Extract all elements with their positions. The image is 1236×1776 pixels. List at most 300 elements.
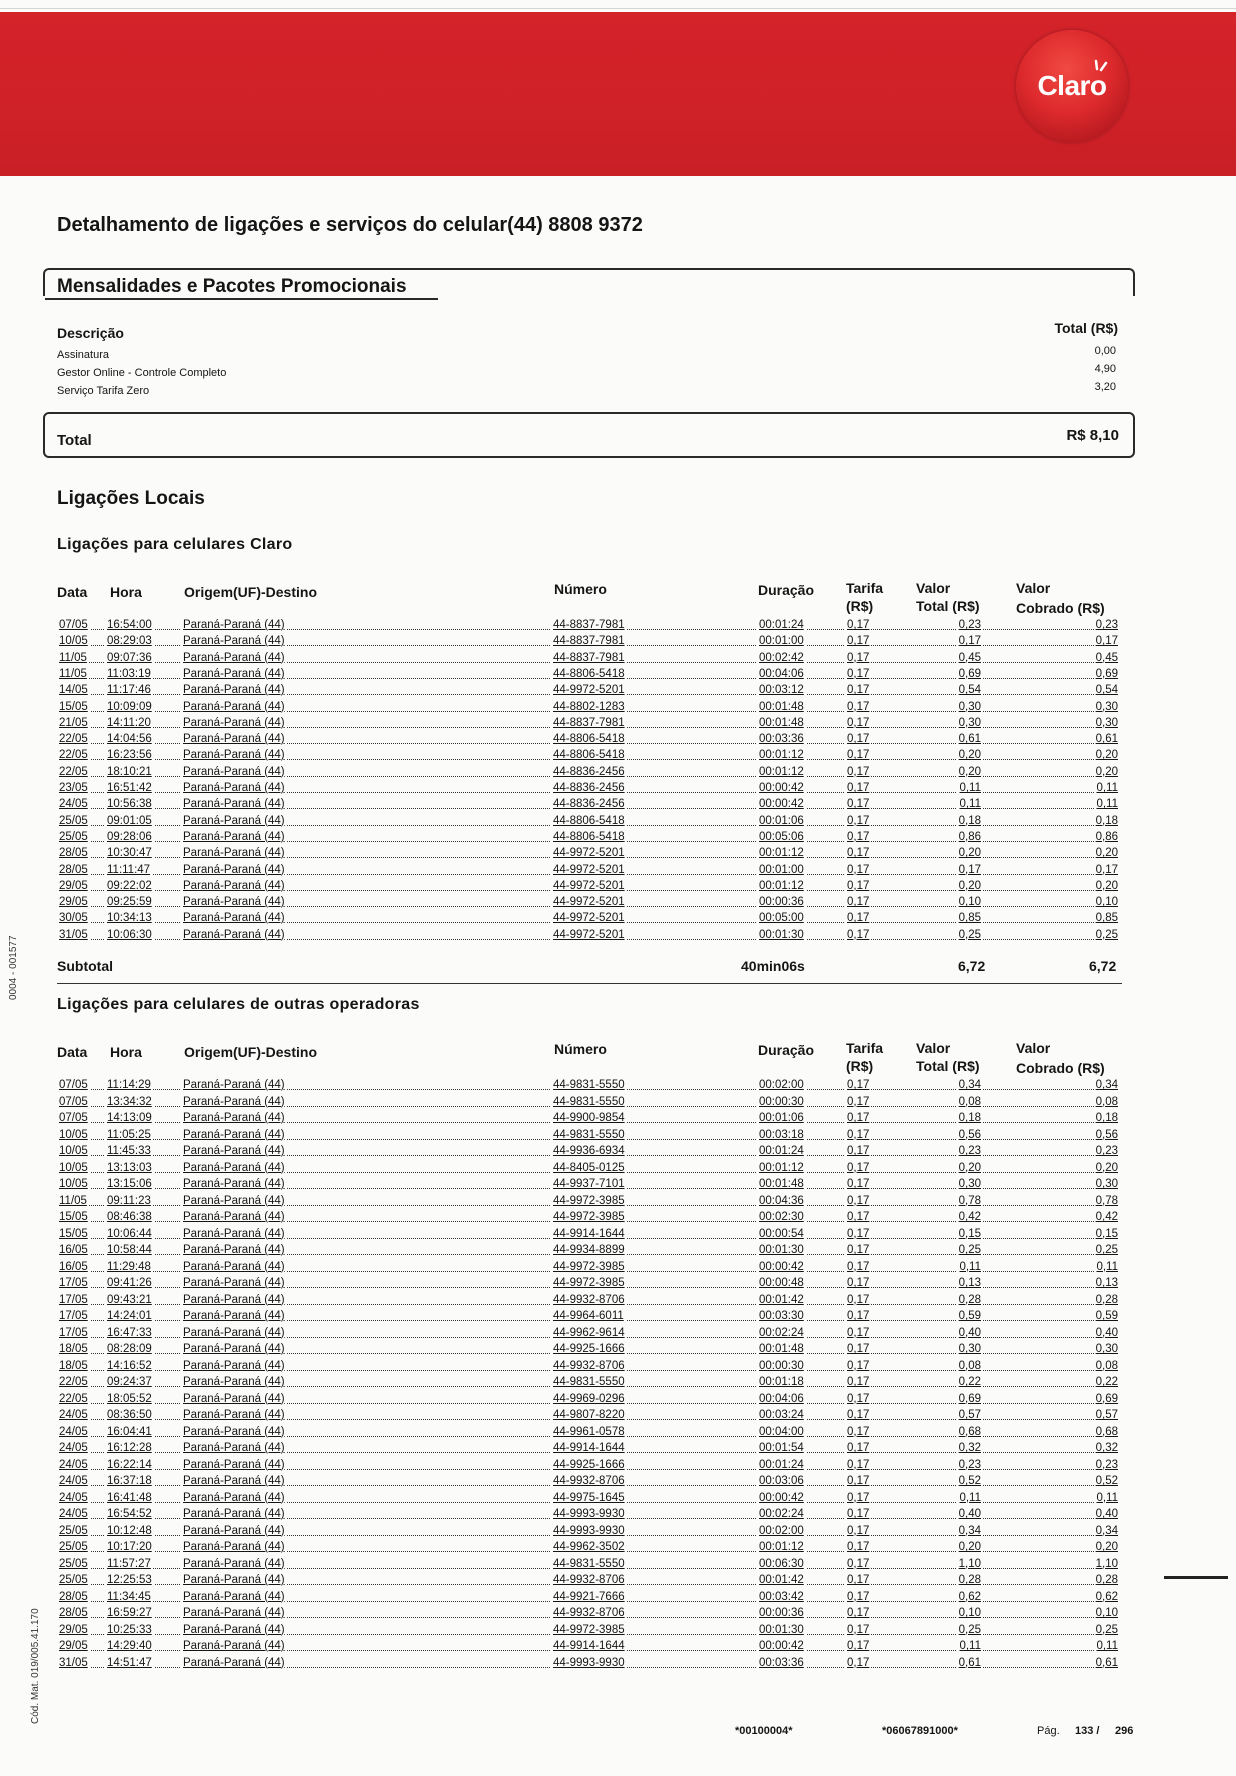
cell-numero: 44-9932-8706 [553,1359,625,1372]
cell-origem: Paraná-Paraná (44) [183,928,285,941]
cell-data: 24/05 [59,1491,88,1504]
cell-data: 24/05 [59,798,88,811]
cell-data: 15/05 [59,700,88,713]
table-row [57,1127,1120,1144]
cell-valor-total: 0,40 [958,1508,981,1520]
cell-origem: Paraná-Paraná (44) [183,1277,285,1289]
cell-tarifa: 0,17 [847,1590,870,1603]
th-data: Data [57,1044,88,1060]
table-row [57,1275,1120,1292]
cell-origem: Paraná-Paraná (44) [183,879,285,892]
cell-duracao: 00:01:48 [759,1178,804,1190]
cell-numero: 44-8802-1283 [553,700,625,713]
cell-valor-cobrado: 0,11 [1096,798,1118,811]
th-tarifa-unit: (R$) [846,1058,874,1074]
cell-data: 23/05 [59,782,88,794]
col-descricao: Descrição [57,325,124,341]
footer-page-label: Pág. [1037,1725,1060,1737]
cell-origem: Paraná-Paraná (44) [183,814,285,827]
cell-origem: Paraná-Paraná (44) [183,798,285,811]
cell-data: 25/05 [59,1524,88,1537]
cell-data: 14/05 [59,684,88,697]
cell-tarifa: 0,17 [847,749,870,762]
table-row [57,1341,1120,1358]
cell-valor-total: 0,68 [958,1425,981,1438]
cell-valor-total: 0,62 [958,1590,981,1603]
cell-data: 29/05 [59,879,88,892]
cell-valor-total: 0,56 [958,1128,981,1141]
cell-origem: Paraná-Paraná (44) [183,1425,285,1438]
table-row [57,1490,1120,1507]
cell-valor-total: 0,20 [958,847,981,860]
cell-tarifa: 0,17 [847,782,870,794]
cell-valor-cobrado: 0,28 [1095,1574,1118,1586]
th-hora: Hora [110,584,142,600]
table-row [57,1589,1120,1606]
cell-numero: 44-9932-8706 [553,1574,625,1586]
cell-data: 24/05 [59,1458,88,1471]
cell-numero: 44-9969-0296 [553,1392,625,1405]
cell-data: 10/05 [59,1161,88,1174]
cell-data: 30/05 [59,912,88,925]
desc-item: Assinatura [57,349,109,361]
cell-hora: 14:11:20 [107,716,151,729]
cell-valor-cobrado: 0,20 [1095,847,1118,860]
cell-duracao: 00:00:36 [759,896,804,909]
cell-hora: 14:13:09 [107,1112,152,1124]
cell-numero: 44-9831-5550 [553,1557,625,1570]
cell-valor-cobrado: 0,28 [1095,1293,1118,1306]
cell-numero: 44-8806-5418 [553,830,625,843]
cell-data: 16/05 [59,1260,88,1273]
cell-hora: 13:13:03 [107,1161,152,1174]
cell-origem: Paraná-Paraná (44) [183,667,285,680]
cell-origem: Paraná-Paraná (44) [183,765,285,778]
cell-tarifa: 0,17 [847,1178,870,1190]
table-row [57,813,1120,830]
cell-origem: Paraná-Paraná (44) [183,635,285,648]
cell-hora: 09:43:21 [107,1293,152,1306]
cell-valor-cobrado: 0,42 [1095,1211,1118,1223]
cell-valor-total: 0,30 [958,716,981,729]
cell-hora: 10:30:47 [107,847,152,860]
cell-data: 10/05 [59,635,88,648]
cell-valor-cobrado: 0,30 [1095,716,1118,729]
cell-origem: Paraná-Paraná (44) [183,1442,285,1454]
cell-tarifa: 0,17 [847,1640,870,1652]
cell-valor-cobrado: 0,20 [1095,765,1118,778]
cell-hora: 16:47:33 [107,1326,152,1339]
cell-data: 15/05 [59,1227,88,1240]
th-valor-total-2: Total (R$) [916,598,980,614]
cell-origem: Paraná-Paraná (44) [183,1227,285,1240]
cell-data: 11/05 [59,1194,87,1207]
cell-origem: Paraná-Paraná (44) [183,1574,285,1586]
subtotal-duration: 40min06s [741,958,805,974]
cell-duracao: 00:00:42 [759,782,804,794]
cell-valor-total: 0,11 [959,1640,981,1652]
cell-origem: Paraná-Paraná (44) [183,684,285,697]
cell-valor-total: 0,20 [958,879,981,892]
cell-numero: 44-9807-8220 [553,1409,625,1421]
cell-hora: 09:28:06 [107,830,152,843]
cell-origem: Paraná-Paraná (44) [183,830,285,843]
cell-valor-total: 0,30 [958,1178,981,1190]
table-row [57,1094,1120,1111]
cell-valor-cobrado: 0,25 [1095,1244,1118,1256]
cell-duracao: 00:01:42 [759,1293,804,1306]
cell-valor-total: 0,34 [958,1079,981,1091]
cell-hora: 16:12:28 [107,1442,152,1454]
cell-numero: 44-8836-2456 [553,765,625,778]
cell-valor-cobrado: 0,11 [1096,782,1118,794]
cell-data: 25/05 [59,1557,88,1570]
cell-valor-total: 0,69 [958,1392,981,1405]
cell-tarifa: 0,17 [847,635,870,648]
cell-duracao: 00:01:12 [759,749,804,762]
table-row [57,894,1120,911]
cell-valor-total: 0,23 [958,1458,981,1471]
cell-numero: 44-9914-1644 [553,1227,625,1240]
desc-item: Gestor Online - Controle Completo [57,367,227,379]
cell-data: 18/05 [59,1359,88,1372]
cell-data: 21/05 [59,716,88,729]
cell-numero: 44-9934-8899 [553,1244,625,1256]
table-row [57,1077,1120,1094]
cell-numero: 44-9993-9930 [553,1524,625,1537]
cell-duracao: 00:00:54 [759,1227,804,1240]
table-row [57,1259,1120,1276]
cell-valor-total: 0,54 [958,684,981,697]
cell-data: 25/05 [59,830,88,843]
cell-origem: Paraná-Paraná (44) [183,1178,285,1190]
table-row [57,764,1120,781]
claro-heading: Ligações para celulares Claro [57,536,293,553]
cell-origem: Paraná-Paraná (44) [183,1557,285,1570]
cell-numero: 44-8405-0125 [553,1161,625,1174]
cell-numero: 44-9972-3985 [553,1194,625,1207]
cell-duracao: 00:01:12 [759,1541,804,1553]
cell-origem: Paraná-Paraná (44) [183,1392,285,1405]
th-duracao: Duração [758,582,815,598]
cell-valor-total: 0,17 [958,635,981,648]
cell-valor-total: 0,23 [958,619,981,631]
cell-hora: 09:22:02 [107,879,152,892]
footer-code-1: *00100004* [735,1725,793,1737]
cell-tarifa: 0,17 [847,847,870,860]
cell-numero: 44-9831-5550 [553,1079,625,1091]
cell-numero: 44-9972-5201 [553,863,625,876]
cell-hora: 08:29:03 [107,635,152,648]
cell-valor-cobrado: 0,10 [1095,896,1118,909]
cell-valor-total: 0,28 [958,1293,981,1306]
cell-origem: Paraná-Paraná (44) [183,1343,285,1355]
cell-hora: 09:25:59 [107,896,152,909]
table-row [57,666,1120,683]
cell-valor-cobrado: 0,20 [1095,1161,1118,1174]
cell-tarifa: 0,17 [847,1392,870,1405]
cell-valor-total: 0,08 [958,1095,981,1108]
cell-data: 24/05 [59,1409,88,1421]
cell-tarifa: 0,17 [847,1343,870,1355]
cell-data: 18/05 [59,1343,88,1355]
cell-origem: Paraná-Paraná (44) [183,1211,285,1223]
cell-valor-total: 0,25 [958,1244,981,1256]
cell-tarifa: 0,17 [847,1442,870,1454]
document-title: Detalhamento de ligações e serviços do celular(44) 8808 9372 [57,214,643,236]
cell-origem: Paraná-Paraná (44) [183,1409,285,1421]
cell-origem: Paraná-Paraná (44) [183,1095,285,1108]
cell-numero: 44-9937-7101 [553,1178,625,1190]
table-row [57,682,1120,699]
cell-hora: 10:56:38 [107,798,152,811]
cell-duracao: 00:02:00 [759,1079,804,1091]
cell-origem: Paraná-Paraná (44) [183,1145,285,1157]
cell-data: 29/05 [59,1640,88,1652]
cell-tarifa: 0,17 [847,1244,870,1256]
cell-tarifa: 0,17 [847,667,870,680]
cell-valor-cobrado: 0,57 [1095,1409,1118,1421]
cell-tarifa: 0,17 [847,1475,870,1487]
cell-data: 11/05 [59,667,87,680]
th-tarifa-unit: (R$) [846,598,874,614]
cell-tarifa: 0,17 [847,1541,870,1553]
cell-hora: 10:09:09 [107,700,152,713]
table-row [57,617,1120,634]
cell-data: 10/05 [59,1178,88,1190]
table-row [57,1556,1120,1573]
desc-value: 4,90 [1094,363,1116,375]
cell-duracao: 00:01:00 [759,863,804,876]
cell-valor-total: 0,17 [958,863,981,876]
footer-pages: 296 [1115,1725,1134,1737]
cell-origem: Paraná-Paraná (44) [183,896,285,909]
cell-hora: 09:11:23 [107,1194,151,1207]
cell-valor-total: 0,61 [958,1656,981,1669]
cell-hora: 08:46:38 [107,1211,152,1223]
cell-hora: 08:28:09 [107,1343,152,1355]
cell-hora: 08:36:50 [107,1409,152,1421]
cell-valor-cobrado: 0,62 [1095,1590,1118,1603]
cell-duracao: 00:00:36 [759,1607,804,1619]
cell-hora: 10:34:13 [107,912,152,925]
cell-tarifa: 0,17 [847,896,870,909]
table-row [57,1407,1120,1424]
cell-data: 22/05 [59,1376,88,1388]
cell-valor-total: 0,59 [958,1310,981,1322]
cell-tarifa: 0,17 [847,1211,870,1223]
cell-origem: Paraná-Paraná (44) [183,651,285,664]
cell-tarifa: 0,17 [847,700,870,713]
ligacoes-locais-heading: Ligações Locais [57,488,205,509]
cell-valor-total: 0,86 [958,830,981,843]
cell-numero: 44-9932-8706 [553,1293,625,1306]
cell-hora: 16:22:14 [107,1458,152,1471]
cell-tarifa: 0,17 [847,1326,870,1339]
cell-numero: 44-9993-9930 [553,1508,625,1520]
cell-valor-total: 1,10 [958,1557,981,1570]
cell-tarifa: 0,17 [847,1293,870,1306]
cell-valor-cobrado: 0,69 [1095,667,1118,680]
cell-numero: 44-8837-7981 [553,716,625,729]
cell-numero: 44-9972-3985 [553,1623,625,1636]
cell-valor-cobrado: 0,23 [1095,619,1118,631]
cell-origem: Paraná-Paraná (44) [183,1524,285,1537]
table-row [57,633,1120,650]
cell-duracao: 00:01:12 [759,765,804,778]
cell-valor-cobrado: 0,40 [1095,1508,1118,1520]
table-row [57,731,1120,748]
subtotal-label: Subtotal [57,958,113,974]
cell-valor-total: 0,30 [958,700,981,713]
cell-origem: Paraná-Paraná (44) [183,1194,285,1207]
cell-origem: Paraná-Paraná (44) [183,1623,285,1636]
cell-tarifa: 0,17 [847,1623,870,1636]
cell-numero: 44-8837-7981 [553,635,625,648]
cell-duracao: 00:01:54 [759,1442,804,1454]
cell-valor-total: 0,61 [958,733,981,746]
cell-origem: Paraná-Paraná (44) [183,1541,285,1553]
cell-tarifa: 0,17 [847,733,870,746]
table-row [57,927,1120,944]
cell-duracao: 00:01:30 [759,1623,804,1636]
table-row [57,1638,1120,1655]
cell-valor-total: 0,32 [958,1442,981,1454]
cell-valor-cobrado: 0,40 [1095,1326,1118,1339]
cell-origem: Paraná-Paraná (44) [183,1458,285,1471]
cell-hora: 09:07:36 [107,651,152,664]
cell-origem: Paraná-Paraná (44) [183,1161,285,1174]
cell-valor-cobrado: 0,11 [1096,1260,1118,1273]
cell-duracao: 00:01:30 [759,1244,804,1256]
cell-valor-total: 0,18 [958,814,981,827]
cell-duracao: 00:02:24 [759,1508,804,1520]
table-row [57,1110,1120,1127]
cell-hora: 11:29:48 [107,1260,151,1273]
cell-duracao: 00:03:12 [759,684,804,697]
cell-tarifa: 0,17 [847,1161,870,1174]
cell-valor-cobrado: 0,61 [1095,733,1118,746]
cell-hora: 11:45:33 [107,1145,151,1157]
cell-numero: 44-8806-5418 [553,749,625,762]
col-total: Total (R$) [1054,320,1118,336]
cell-duracao: 00:01:24 [759,1458,804,1471]
cell-duracao: 00:06:30 [759,1557,804,1570]
th-data: Data [57,584,88,600]
cell-valor-cobrado: 0,30 [1095,1343,1118,1355]
cell-tarifa: 0,17 [847,1557,870,1570]
table-row [57,1424,1120,1441]
cell-valor-total: 0,08 [958,1359,981,1372]
cell-origem: Paraná-Paraná (44) [183,863,285,876]
cell-tarifa: 0,17 [847,830,870,843]
cell-hora: 14:24:01 [107,1310,152,1322]
table-row [57,1242,1120,1259]
cell-hora: 16:04:41 [107,1425,152,1438]
cell-hora: 10:06:30 [107,928,152,941]
cell-valor-cobrado: 0,32 [1095,1442,1118,1454]
heading-underline [45,298,438,300]
cell-tarifa: 0,17 [847,1310,870,1322]
cell-valor-cobrado: 1,10 [1095,1557,1118,1570]
mensalidades-total-box [43,412,1135,458]
cell-data: 07/05 [59,619,88,631]
total-value: R$ 8,10 [1066,427,1119,444]
cell-origem: Paraná-Paraná (44) [183,1475,285,1487]
cell-numero: 44-9972-5201 [553,684,625,697]
cell-origem: Paraná-Paraná (44) [183,1260,285,1273]
cell-numero: 44-9932-8706 [553,1607,625,1619]
cell-tarifa: 0,17 [847,912,870,925]
cell-hora: 16:51:42 [107,782,152,794]
cell-numero: 44-9900-9854 [553,1112,625,1124]
cell-valor-cobrado: 0,56 [1095,1128,1118,1141]
cell-numero: 44-8806-5418 [553,733,625,746]
cell-valor-total: 0,10 [958,896,981,909]
cell-data: 29/05 [59,1623,88,1636]
th-duracao: Duração [758,1042,815,1058]
cell-hora: 16:54:00 [107,619,152,631]
cell-valor-total: 0,57 [958,1409,981,1421]
cell-valor-cobrado: 0,20 [1095,1541,1118,1553]
cell-numero: 44-9972-5201 [553,896,625,909]
subtotal-total: 6,72 [958,958,986,974]
cell-hora: 09:41:26 [107,1277,152,1289]
cell-valor-total: 0,34 [958,1524,981,1537]
cell-duracao: 00:03:42 [759,1590,804,1603]
th-valor-total-2: Total (R$) [916,1058,980,1074]
cell-numero: 44-9975-1645 [553,1491,625,1504]
cell-numero: 44-9964-6011 [553,1310,624,1322]
cell-hora: 11:11:47 [107,863,151,876]
cell-hora: 18:10:21 [107,765,152,778]
cell-duracao: 00:01:24 [759,1145,804,1157]
cell-duracao: 00:01:24 [759,619,804,631]
table-row [57,1209,1120,1226]
table-row [57,1523,1120,1540]
cell-valor-cobrado: 0,78 [1095,1194,1118,1207]
table-row [57,1143,1120,1160]
cell-hora: 11:17:46 [107,684,151,697]
cell-tarifa: 0,17 [847,928,870,941]
table-row [57,780,1120,797]
cell-valor-cobrado: 0,25 [1095,928,1118,941]
table-row [57,845,1120,862]
cell-valor-cobrado: 0,54 [1095,684,1118,697]
cell-valor-cobrado: 0,15 [1095,1227,1118,1240]
table-row [57,650,1120,667]
cell-duracao: 00:03:06 [759,1475,804,1487]
cell-valor-total: 0,20 [958,749,981,762]
side-code-top: 0004 - 001577 [8,935,19,1000]
cell-numero: 44-9925-1666 [553,1343,625,1355]
cell-data: 17/05 [59,1310,88,1322]
cell-numero: 44-9831-5550 [553,1095,625,1108]
cell-numero: 44-9831-5550 [553,1128,625,1141]
table-row [57,1226,1120,1243]
cell-tarifa: 0,17 [847,1524,870,1537]
cell-duracao: 00:02:30 [759,1211,804,1223]
cell-origem: Paraná-Paraná (44) [183,782,285,794]
cell-origem: Paraná-Paraná (44) [183,1376,285,1388]
cell-valor-cobrado: 0,34 [1095,1079,1118,1091]
table-row [57,1325,1120,1342]
table-row [57,699,1120,716]
table-row [57,1539,1120,1556]
cell-tarifa: 0,17 [847,619,870,631]
cell-valor-total: 0,22 [958,1376,981,1388]
cell-numero: 44-9972-5201 [553,879,625,892]
